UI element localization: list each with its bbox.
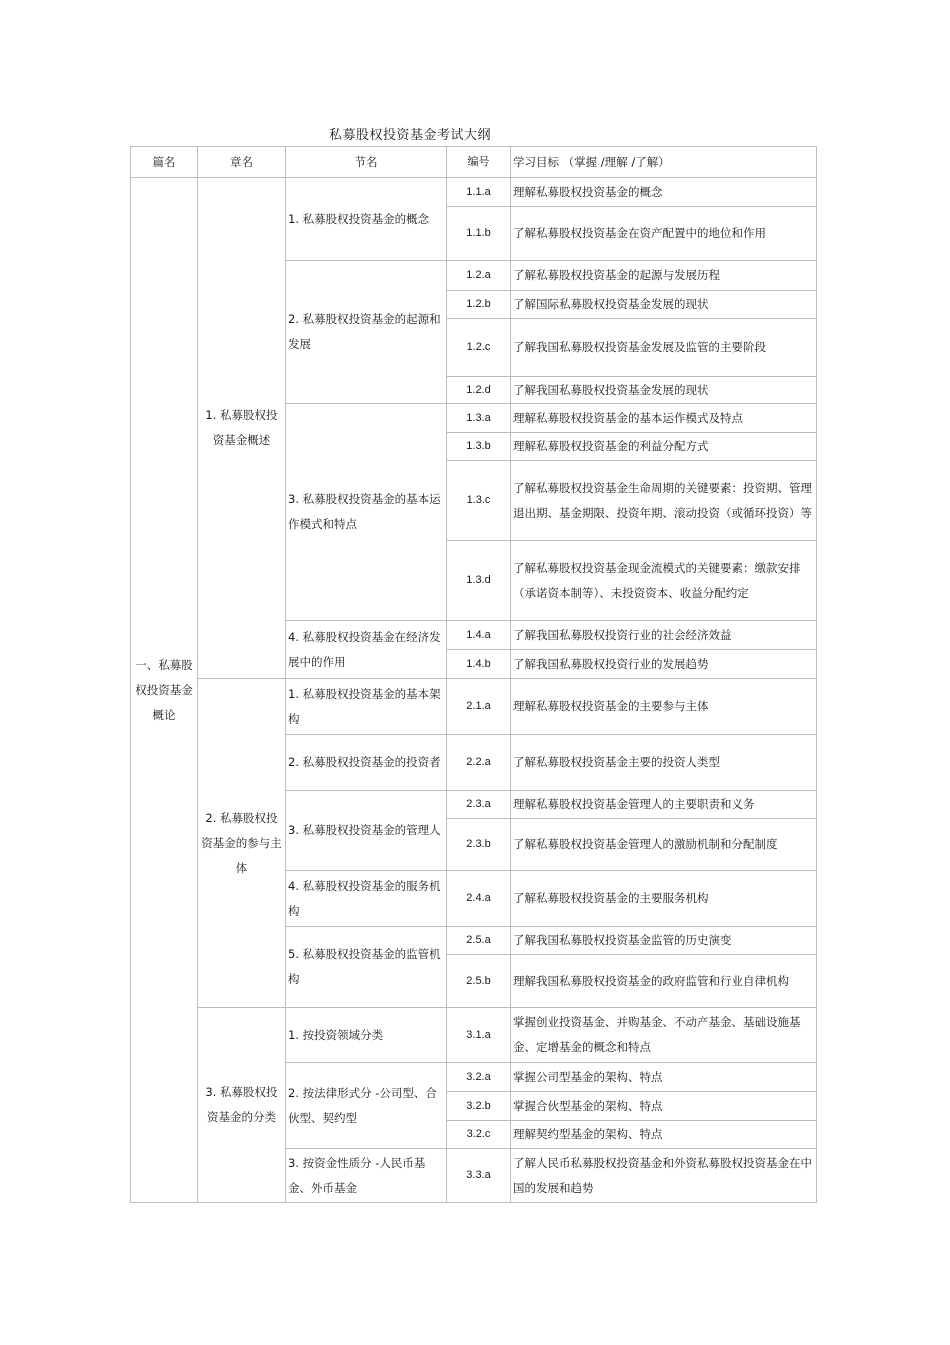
goal-cell: 了解我国私募股权投资行业的社会经济效益 xyxy=(511,621,817,650)
goal-cell: 理解私募股权投资基金的基本运作模式及特点 xyxy=(511,404,817,433)
code-cell: 3.1.a xyxy=(447,1008,511,1063)
goal-cell: 了解我国私募股权投资基金监管的历史演变 xyxy=(511,927,817,955)
header-chapter: 章名 xyxy=(198,147,286,178)
goal-cell: 理解私募股权投资基金的概念 xyxy=(511,178,817,207)
document-title: 私募股权投资基金考试大纲 xyxy=(328,128,491,143)
section-cell: 4. 私募股权投资基金的服务机构 xyxy=(286,871,447,927)
header-section: 节名 xyxy=(286,147,447,178)
goal-cell: 理解私募股权投资基金的主要参与主体 xyxy=(511,679,817,735)
goal-cell: 理解我国私募股权投资基金的政府监管和行业自律机构 xyxy=(511,955,817,1008)
section-cell: 1. 私募股权投资基金的概念 xyxy=(286,178,447,261)
part-cell: 一、私募股权投资基金概论 xyxy=(131,178,198,1203)
code-cell: 2.5.b xyxy=(447,955,511,1008)
goal-cell: 了解私募股权投资基金主要的投资人类型 xyxy=(511,735,817,791)
goal-cell: 了解私募股权投资基金的起源与发展历程 xyxy=(511,261,817,291)
table-row xyxy=(131,1008,817,1063)
goal-cell: 了解私募股权投资基金管理人的激励机制和分配制度 xyxy=(511,819,817,871)
section-cell: 3. 按资金性质分 -人民币基金、外币基金 xyxy=(286,1149,447,1203)
section-cell: 2. 按法律形式分 -公司型、合伙型、契约型 xyxy=(286,1063,447,1149)
table-row xyxy=(131,178,817,207)
section-cell: 2. 私募股权投资基金的起源和发展 xyxy=(286,261,447,404)
code-cell: 2.3.b xyxy=(447,819,511,871)
goal-cell: 了解国际私募股权投资基金发展的现状 xyxy=(511,291,817,319)
goal-cell: 了解私募股权投资基金在资产配置中的地位和作用 xyxy=(511,207,817,261)
code-cell: 2.2.a xyxy=(447,735,511,791)
table-row xyxy=(131,679,817,735)
code-cell: 2.4.a xyxy=(447,871,511,927)
goal-cell: 掌握公司型基金的架构、特点 xyxy=(511,1063,817,1092)
code-cell: 1.1.a xyxy=(447,178,511,207)
code-cell: 3.3.a xyxy=(447,1149,511,1203)
section-cell: 1. 私募股权投资基金的基本架构 xyxy=(286,679,447,735)
code-cell: 1.3.b xyxy=(447,433,511,461)
goal-cell: 掌握创业投资基金、并购基金、不动产基金、基础设施基金、定增基金的概念和特点 xyxy=(511,1008,817,1063)
goal-cell: 理解契约型基金的架构、特点 xyxy=(511,1121,817,1149)
goal-cell: 了解我国私募股权投资行业的发展趋势 xyxy=(511,650,817,679)
exam-outline-table xyxy=(130,146,817,1203)
code-cell: 1.1.b xyxy=(447,207,511,261)
code-cell: 1.3.d xyxy=(447,541,511,621)
section-cell: 3. 私募股权投资基金的管理人 xyxy=(286,791,447,871)
header-goal: 学习目标 （掌握 /理解 /了解） xyxy=(511,147,817,178)
goal-cell: 了解私募股权投资基金生命周期的关键要素：投资期、管理退出期、基金期限、投资年期、滚动投资（或循环投资）等 xyxy=(511,461,817,541)
section-cell: 4. 私募股权投资基金在经济发展中的作用 xyxy=(286,621,447,679)
code-cell: 1.2.a xyxy=(447,261,511,291)
section-cell: 3. 私募股权投资基金的基本运作模式和特点 xyxy=(286,404,447,621)
table-header-row xyxy=(131,147,817,178)
code-cell: 1.2.c xyxy=(447,319,511,377)
code-cell: 1.2.d xyxy=(447,377,511,404)
code-cell: 1.3.c xyxy=(447,461,511,541)
section-cell: 2. 私募股权投资基金的投资者 xyxy=(286,735,447,791)
code-cell: 1.2.b xyxy=(447,291,511,319)
goal-cell: 了解我国私募股权投资基金发展的现状 xyxy=(511,377,817,404)
section-cell: 5. 私募股权投资基金的监管机构 xyxy=(286,927,447,1008)
chapter-cell: 3. 私募股权投资基金的分类 xyxy=(198,1008,286,1203)
code-cell: 3.2.a xyxy=(447,1063,511,1092)
section-cell: 1. 按投资领域分类 xyxy=(286,1008,447,1063)
code-cell: 2.3.a xyxy=(447,791,511,819)
code-cell: 1.4.a xyxy=(447,621,511,650)
code-cell: 1.3.a xyxy=(447,404,511,433)
goal-cell: 掌握合伙型基金的架构、特点 xyxy=(511,1092,817,1121)
goal-cell: 理解私募股权投资基金的利益分配方式 xyxy=(511,433,817,461)
goal-cell: 了解私募股权投资基金的主要服务机构 xyxy=(511,871,817,927)
goal-cell: 了解人民币私募股权投资基金和外资私募股权投资基金在中国的发展和趋势 xyxy=(511,1149,817,1203)
code-cell: 2.1.a xyxy=(447,679,511,735)
code-cell: 2.5.a xyxy=(447,927,511,955)
chapter-cell: 1. 私募股权投资基金概述 xyxy=(198,178,286,679)
code-cell: 1.4.b xyxy=(447,650,511,679)
code-cell: 3.2.c xyxy=(447,1121,511,1149)
header-part: 篇名 xyxy=(131,147,198,178)
goal-cell: 理解私募股权投资基金管理人的主要职责和义务 xyxy=(511,791,817,819)
code-cell: 3.2.b xyxy=(447,1092,511,1121)
chapter-cell: 2. 私募股权投资基金的参与主体 xyxy=(198,679,286,1008)
goal-cell: 了解我国私募股权投资基金发展及监管的主要阶段 xyxy=(511,319,817,377)
header-code: 编号 xyxy=(447,147,511,178)
goal-cell: 了解私募股权投资基金现金流模式的关键要素：缴款安排（承诺资本制等）、未投资资本、收益分配约定 xyxy=(511,541,817,621)
